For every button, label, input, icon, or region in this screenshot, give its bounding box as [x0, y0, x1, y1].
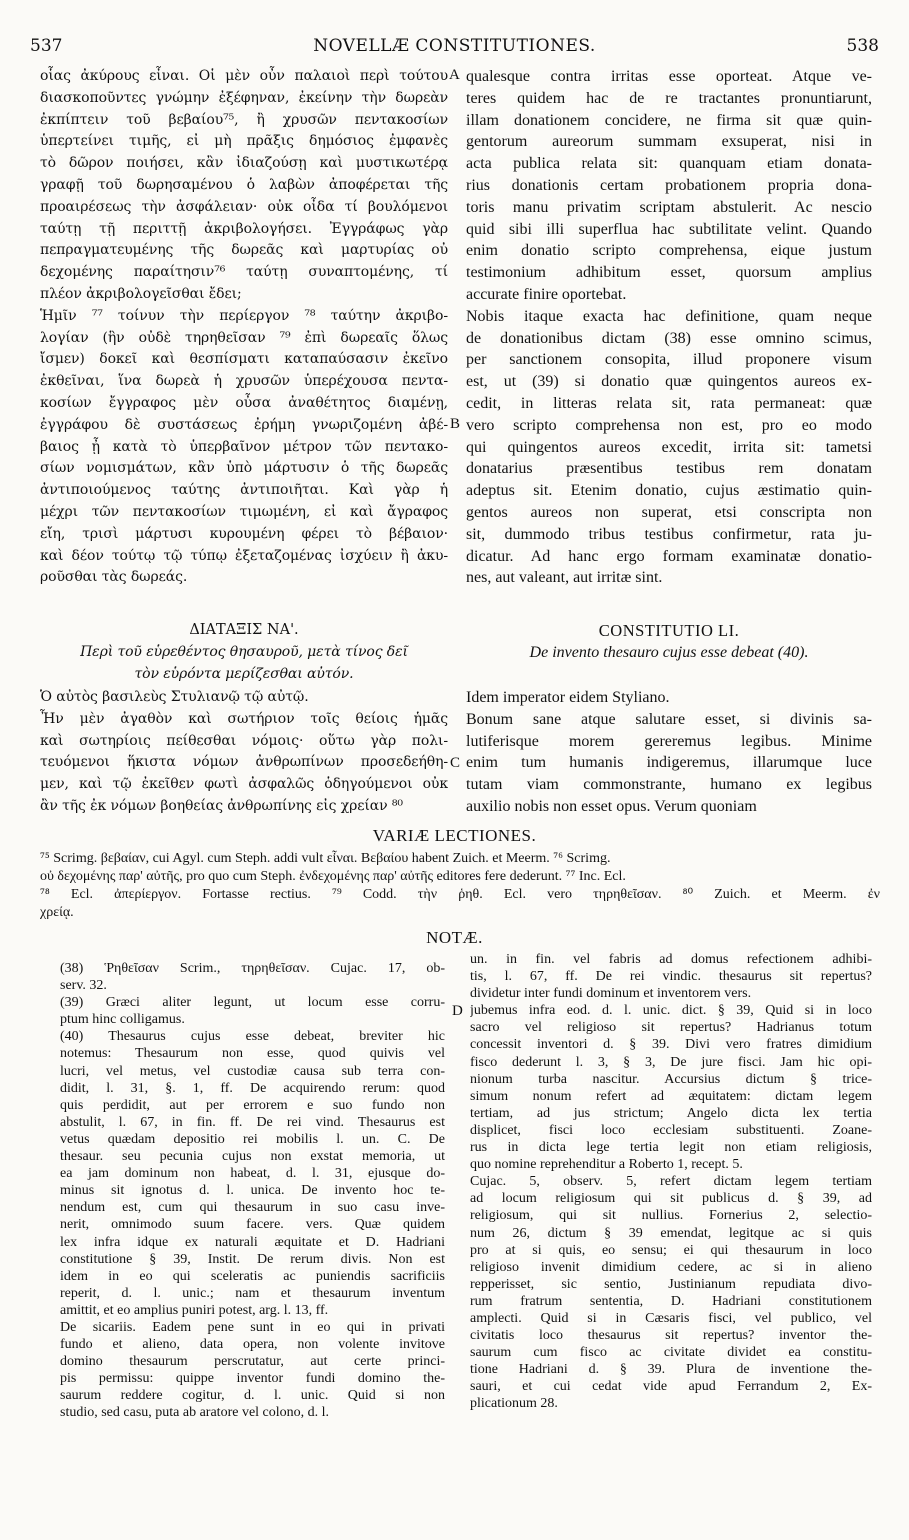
greek-text-line: λογίαν (ἣν οὐδὲ τηρηθεῖσαν ⁷⁹ ἐπὶ δωρεαῖς ὅλως: [40, 329, 448, 346]
notae-heading: NOTÆ.: [426, 928, 483, 947]
note-line: quis perdidit, aut per errorem e suo fundo non: [60, 1097, 445, 1113]
greek-text-line: ἐγγράφου δὲ συστάσεως ἐρήμη γνωριζομένη ἀβέ-: [40, 416, 448, 433]
greek-text-line: σίων νομισμάτων, κἂν ὑπὸ μάρτυσιν ὁ τῆς δωρεᾶς: [40, 460, 448, 477]
note-line: rus in dicta lege tertia legit non etiam religiosis,: [470, 1140, 872, 1156]
latin-text-line: accurate finire oportebat.: [466, 285, 627, 303]
greek-text-line: μεν, καὶ τῷ ἐκεῖθεν φωτὶ ἀσφαλῶς ὁδηγούμενοι οὐκ: [40, 776, 448, 793]
greek-text-line: καὶ δέον τούτῳ τῷ τύπῳ ἐξεταζομένας ἰσχύειν ἢ ἀκυ-: [40, 547, 448, 564]
variant-reading-line: ⁷⁵ Scrimg. βεβαίαν, cui Agyl. cum Steph. addi vult εἶναι. Βεβαίου habent Zuich. et Meerm. ⁷⁶ Scrimg.: [40, 851, 611, 866]
latin-text-line: acta publica relata sit: quanquam etiam donata-: [466, 155, 872, 173]
greek-column-bottom: [40, 687, 448, 818]
note-line: simum nonum refert ad æquitatem: dictam legem: [470, 1088, 872, 1104]
note-line: concessit inventori d. § 39. Divi vero fratres dimidium: [470, 1037, 872, 1053]
note-line: fisco dederunt l. 3, § 3, De jure fisci. Jam hic opi-: [470, 1054, 872, 1070]
note-line: plicationum 28.: [470, 1396, 558, 1412]
greek-heading: ΔΙΑΤΑΞΙΣ ΝΑ'.: [189, 622, 299, 638]
greek-text-line: πλέον ἀκριβολογεῖσθαι ἔδει;: [40, 285, 242, 302]
note-line: pis permissu: quippe inventor fundi domino the-: [60, 1371, 445, 1387]
latin-text-line: qui quingentos aureos excedit, irrita sit: tametsi: [466, 438, 872, 456]
note-line: fundo et alieno, data opera, non volente invitove: [60, 1337, 445, 1353]
note-line: abstulit, l. 67, in fin. ff. De rei vind. Thesaurus est: [60, 1114, 445, 1130]
note-line: nionum turba nascitur. Accursius dictum § trice-: [470, 1071, 872, 1087]
note-line: lex infra idque ex naturali æquitate et D. Hadriani: [60, 1234, 445, 1250]
latin-text-line: donatarius præsentibus testibus rem donatam: [466, 460, 872, 478]
latin-text-line: illam donationem concidere, ne firma sit quæ quin-: [466, 111, 872, 129]
latin-text-line: per sanctionem consopita, illud proponere visum: [466, 351, 872, 369]
note-line: studio, sed casu, puta ab aratore vel colono, d. l.: [60, 1405, 330, 1421]
latin-text-line: adeptus sit. Etenim donatio, cujus æstimatio quin-: [466, 482, 872, 500]
variae-lectiones-heading: VARIÆ LECTIONES.: [372, 826, 537, 845]
greek-text-line: βαιος ᾖ κατὰ τὸ ὑπερβαῖνον μέτρον τῶν πεντακο-: [40, 438, 448, 455]
note-line: sacro vel religioso sit repertus? Hadrianus totum: [470, 1020, 872, 1036]
note-line: un. in fin. vel fabris ad domus refectionem adhibi-: [470, 952, 872, 967]
greek-column-top: [40, 66, 448, 589]
note-line: rum fratrum sententia, D. Hadriani constitutionem: [470, 1293, 872, 1309]
greek-text-line: προαιρέσεως τὴν ἀσφάλειαν· οὐκ οἶδα τί βουλόμενοι: [40, 198, 448, 215]
greek-text-line: ἂν τῆς ἐκ νόμων βοηθείας ἀνθρωπίνης εἰς χρείαν ⁸⁰: [40, 797, 403, 814]
note-line: notemus: Thesaurum non esse, quod quivis vel: [60, 1046, 445, 1062]
variant-reading-line: οὐ δεχομένης παρ' αὐτῆς, pro quo cum Steph. ἐνδεχομένης παρ' αὐτῆς editores fere dederunt. ⁷⁷ Inc. Ecl.: [40, 869, 626, 884]
note-line: Cujac. 5, observ. 5, refert dictam legem tertiam: [470, 1174, 872, 1190]
greek-text-line: γραφῇ τοῦ δωρησαμένου ὁ λαβὼν ἀποφέρεται τῆς: [40, 176, 448, 193]
note-line: serv. 32.: [60, 978, 107, 994]
greek-text-line: μέχρι τῶν πεντακοσίων τιμωμένη, εἰ καὶ ἄγραφος: [40, 503, 448, 520]
greek-text-line: ἴσμεν) δοκεῖ καὶ θεσπίσματι καταπαύσασιν ἐκεῖνο: [40, 351, 448, 368]
note-line: tis, l. 67, ff. De rei vindic. thesaurus sit repertus?: [470, 969, 872, 985]
greek-constitution-heading: [40, 620, 448, 685]
latin-text-line: Nobis itaque exacta hac definitione, quam neque: [466, 307, 872, 325]
latin-text-line: enim tum humanis indigeremus, illarumque luce: [466, 754, 872, 772]
note-line: idem in eo qui sceleratis ac puniendis sacrificiis: [60, 1268, 445, 1284]
latin-text-line: est, ut (39) si donatio quæ quingentos aureos ex-: [466, 373, 872, 391]
note-line: num 26, dictum § 39 emendat, legitque ac si quis: [470, 1225, 872, 1241]
latin-text-line: dicatur. Ad hanc ergo formam examinatæ donatio-: [466, 547, 872, 565]
note-line: didit, l. 31, §. 1, ff. De acquirendo rerum: quod: [60, 1080, 445, 1096]
latin-subtitle: De invento thesauro cujus esse debeat (40).: [529, 643, 809, 661]
variae-lectiones: [40, 850, 880, 922]
latin-text-line: quid sibi illi superflua hac subtilitate velint. Quando: [466, 220, 872, 238]
greek-text-line: ταύτῃ τῇ περιττῇ ἀκριβολογήσει. Ἐγγράφως γὰρ: [40, 220, 448, 237]
note-line: religiosum, qui sit nullius. Fornerius 2, selectio-: [470, 1208, 872, 1224]
greek-text-line: οἷας ἀκύρους εἶναι. Οἱ μὲν οὖν παλαιοὶ περὶ τούτου: [40, 68, 448, 84]
margin-letter-d: D: [452, 1003, 463, 1019]
greek-text-line: καὶ σωτηρίοις πείθεσθαι νόμοις· οὕτω γὰρ πολι-: [40, 732, 448, 749]
latin-text-line: vero scripto comprehensa non est, pro eo modo: [466, 416, 872, 434]
margin-letter-c: C: [450, 755, 461, 771]
greek-text-line: ὑπερτείνει τιμῆς, εἰ μὴ πρᾶξις δημόσιος ἐμφανὲς: [40, 133, 448, 150]
latin-heading: CONSTITUTIO LI.: [598, 621, 740, 640]
greek-text-line: Ὁ αὐτὸς βασιλεὺς Στυλιανῷ τῷ αὐτῷ.: [40, 689, 309, 705]
note-line: De sicariis. Eadem pene sunt in eo qui in privati: [60, 1319, 445, 1335]
note-line: (38) Ῥηθεῖσαν Scrim., τηρηθεῖσαν. Cujac. 17, ob-: [60, 961, 445, 976]
note-line: tione Hadriani d. § 39. Plura de inventione the-: [470, 1362, 872, 1378]
note-line: thesaur. seu pecunia cujus non exstat memoria, ut: [60, 1149, 445, 1165]
note-line: (40) Thesaurus cujus esse debeat, breviter hic: [60, 1029, 445, 1045]
greek-subtitle-line: Περὶ τοῦ εὑρεθέντος θησαυροῦ, μετὰ τίνος δεῖ: [80, 643, 408, 660]
latin-text-line: lutiferisque morem gereremus legibus. Minime: [466, 732, 872, 750]
greek-text-line: τευόμενοι ἥκιστα νόμων ἀνθρωπίνων προσεδεήθη-: [40, 754, 448, 771]
latin-column-top: [466, 66, 872, 589]
note-line: nendum est, cum qui thesaurum in suo casu inve-: [60, 1200, 445, 1216]
latin-text-line: nes, aut valeant, aut irritæ sint.: [466, 569, 663, 587]
greek-text-line: Ἦν μὲν ἀγαθὸν καὶ σωτήριον τοῖς θείοις ἡμᾶς: [40, 710, 448, 727]
note-line: ad locum religiosum qui sit publicus d. § 39, ad: [470, 1191, 872, 1207]
note-line: lucri, vel metus, vel custodiæ causa sub terra con-: [60, 1063, 445, 1079]
note-line: domino thesaurum perscrutatur, aut certe princi-: [60, 1354, 445, 1370]
greek-text-line: πεπραγματευμένης τῆς δωρεᾶς καὶ μαρτυρίας οὐ: [40, 242, 448, 259]
note-line: saurum cum fisco ac civitate dividet ea constitu-: [470, 1345, 872, 1361]
latin-text-line: toris manu privatim scriptam abstulerit. Ac nescio: [466, 198, 872, 216]
greek-text-line: δεχομένης παραίτησιν⁷⁶ ταύτῃ συναπτομένης, τί: [40, 264, 448, 281]
note-line: constitutione § 39, Instit. De rerum divis. Non est: [60, 1251, 445, 1267]
note-line: displicet, fisci loco ecclesiam substituenti. Zoane-: [470, 1122, 872, 1138]
note-line: ptum hinc colligamus.: [60, 1012, 185, 1028]
latin-text-line: enim donatio scripto comprehensa, eique justum: [466, 242, 872, 260]
latin-text-line: gentos aureos non superat, etsi conscripta non: [466, 503, 872, 521]
note-line: saurum reddere cogitur, d. l. unic. Quid si non: [60, 1388, 445, 1404]
note-line: jubemus infra eod. d. l. unic. dict. § 39, Quid si in loco: [470, 1003, 872, 1019]
latin-text-line: teres quidem hac de re tractantes pronuntiarunt,: [466, 89, 872, 107]
latin-text-line: cedit, in litteras relata sit, rata permaneat: quæ: [466, 394, 872, 412]
variant-reading-line: χρείᾳ.: [40, 905, 74, 920]
latin-text-line: gentorum aureorum summam exsuperat, nisi in: [466, 133, 872, 151]
latin-text-line: sit, dummodo tribus testibus confirmetur, rata ju-: [466, 525, 872, 543]
greek-text-line: κοσίων ἔγγραφος μὲν οὖσα ἀναθέτητος διαμένῃ,: [40, 394, 448, 411]
latin-text-line: auxilio nobis non esset opus. Verum quoniam: [466, 797, 757, 815]
greek-text-line: ἐκπίπτειν τοῦ βεβαίου⁷⁵, ἢ χρυσῶν πεντακοσίων: [40, 111, 448, 128]
note-line: quo nomine reprehenditur a Roberto 1, recept. 5.: [470, 1157, 743, 1173]
note-line: dividetur inter fundi dominum et inventorem vers.: [470, 986, 752, 1002]
latin-column-bottom: [466, 687, 872, 818]
greek-text-line: διασκοποῦντες γνώμην ἐξέφηναν, ἐκείνην τὴν δωρεὰν: [40, 89, 448, 106]
note-line: civitatis loco thesaurus sit repertus? inventor the-: [470, 1328, 872, 1344]
note-line: amittit, et eo amplius puniri potest, arg. l. 13, ff.: [60, 1302, 329, 1318]
note-line: repperisset, sic sentio, Justinianum repudiata divo-: [470, 1276, 872, 1292]
note-line: amplecti. Quid si in Cæsaris fisci, vel publico, vel: [470, 1310, 872, 1326]
latin-text-line: Bonum sane atque salutare esset, si divinis sa-: [466, 710, 872, 728]
running-title: NOVELLÆ CONSTITUTIONES.: [313, 36, 596, 56]
latin-text-line: qualesque contra irritas esse oporteat. Atque ve-: [466, 68, 872, 85]
notes-left-column: [60, 960, 445, 1422]
latin-text-line: testimonium adhibitum esset, quorsum amplius: [466, 264, 872, 282]
note-line: pro at si quis, eo sensu; ei qui thesaurum in loco: [470, 1242, 872, 1258]
greek-text-line: ἐκθεῖναι, ἵνα δωρεὰ ἡ χρυσῶν ὑπερέχουσα πεντα-: [40, 373, 448, 390]
note-line: vetus quædam depositio rei mobilis l. un. C. De: [60, 1131, 445, 1147]
greek-subtitle-line: τὸν εὑρόντα μερίζεσθαι αὐτόν.: [134, 665, 354, 682]
greek-text-line: ροῦσθαι τὰς δωρεάς.: [40, 569, 188, 586]
right-page-number: 538: [846, 36, 879, 56]
greek-text-line: ἀντιποιούμενος ταύτης ἀντιποιῆται. Καὶ γὰρ ἡ: [40, 482, 448, 499]
left-page-number: 537: [30, 36, 63, 56]
note-line: (39) Græci aliter legunt, ut locum esse corru-: [60, 995, 445, 1011]
variant-reading-line: ⁷⁸ Ecl. ἀπερίεργον. Fortasse rectius. ⁷⁹ Codd. τὴν ῥηθ. Ecl. vero τηρηθεῖσαν. ⁸⁰ Zuich. et Meerm. ἐν: [40, 887, 880, 902]
margin-letter-a: A: [449, 67, 460, 83]
margin-letter-b: B: [450, 416, 461, 432]
note-line: nerit, omnimodo suum facere. vers. Quæ quidem: [60, 1217, 445, 1233]
note-line: sauri, et cui cedat vide apud Ferrandum 2, Ex-: [470, 1379, 872, 1395]
latin-text-line: tutam viam commonstrante, humano ex legibus: [466, 776, 872, 794]
running-header: [30, 36, 879, 60]
latin-text-line: de donationibus dictam (38) esse omnino scimus,: [466, 329, 872, 347]
note-line: reperit, d. l. unic.; nam et thesaurum inventum: [60, 1285, 445, 1301]
greek-text-line: εἴη, τρισὶ μάρτυσι κυρουμένη φέρει τὸ βέβαιον·: [40, 525, 448, 542]
latin-text-line: rius donationis certam probationem propria dona-: [466, 176, 872, 194]
note-line: tertiam, ad jus strictum; Angelo dicta lex tertia: [470, 1105, 872, 1121]
greek-text-line: τὸ δῶρον ποιήσει, κἂν ἰδιαζούσῃ καὶ μυστικωτέρᾳ: [40, 155, 448, 172]
greek-text-line: Ἡμῖν ⁷⁷ τοίνυν τὴν περίεργον ⁷⁸ ταύτην ἀκριβο-: [40, 307, 448, 324]
note-line: religioso invenit dimidium cedere, ac si in alieno: [470, 1259, 872, 1275]
note-line: minus sit ignotus d. l. unica. De invento hoc te-: [60, 1183, 445, 1199]
notes-right-column: [470, 951, 872, 1413]
note-line: ea jam dominum non habeat, d. l. 31, ejusque do-: [60, 1166, 445, 1182]
latin-constitution-heading: [466, 620, 872, 664]
latin-text-line: Idem imperator eidem Styliano.: [466, 689, 670, 706]
